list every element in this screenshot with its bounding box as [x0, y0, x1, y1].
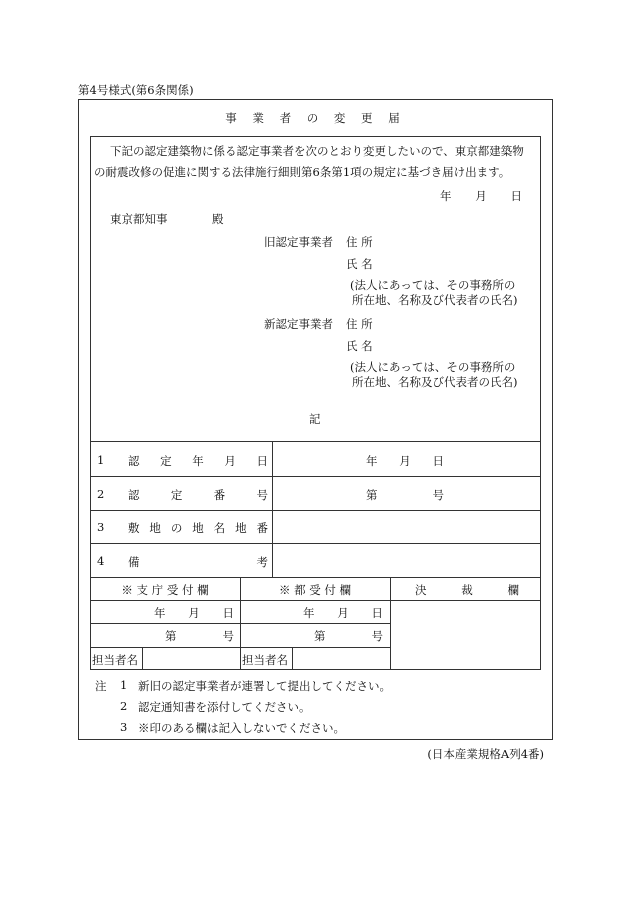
month-label: 月 — [399, 454, 411, 468]
old-operator-label: 旧認定事業者 — [264, 235, 333, 249]
row-4-label — [128, 554, 385, 570]
reception-line — [390, 577, 391, 670]
day-label: 日 — [510, 189, 522, 203]
row-4-number: 4 — [97, 554, 105, 568]
branch-reception-header: ※ 支 庁 受 付 欄 — [121, 583, 209, 597]
form-number-label: 第4号様式(第6条関係) — [78, 83, 194, 97]
branch-staff-label: 担当者名 — [92, 653, 138, 667]
row-3-label-text: 敷地の地名地番 — [128, 521, 278, 535]
year-label: 年 — [154, 606, 166, 620]
row-2-label-text: 認定番号 — [128, 488, 300, 502]
row-2-value — [366, 487, 444, 503]
go-label: 号 — [432, 488, 444, 502]
old-operator-address-label: 住 所 — [346, 235, 373, 249]
month-label: 月 — [337, 606, 349, 620]
table-line — [90, 577, 541, 578]
note-3-number: 3 — [120, 720, 128, 734]
table-line — [90, 441, 541, 442]
table-line — [90, 476, 541, 477]
reception-line — [142, 647, 143, 670]
dai-label: 第 — [366, 488, 378, 502]
decision-char-3: 欄 — [507, 583, 519, 597]
new-operator-address-label: 住 所 — [346, 317, 373, 331]
metro-staff-label: 担当者名 — [242, 653, 288, 667]
metro-reception-header: ※ 都 受 付 欄 — [278, 583, 352, 597]
row-1-label — [128, 453, 289, 469]
body-text-line-1: 下記の認定建築物に係る認定事業者を次のとおり変更したいので、東京都建築物 — [110, 144, 524, 158]
form-title: 事 業 者 の 変 更 届 — [225, 111, 406, 125]
month-label: 月 — [188, 606, 200, 620]
row-2-number: 2 — [97, 487, 105, 501]
dai-label: 第 — [314, 629, 326, 643]
reception-line — [90, 600, 541, 601]
branch-reception-number — [165, 628, 234, 644]
body-text-line-2: の耐震改修の促進に関する法律施行細則第6条第1項の規定に基づき届け出ます。 — [94, 165, 511, 179]
decision-char-2: 裁 — [461, 583, 473, 597]
notes-prefix: 注 — [95, 679, 107, 693]
new-operator-name-label: 氏 名 — [346, 339, 373, 353]
reception-line — [292, 647, 293, 670]
submission-date — [440, 188, 522, 204]
table-line — [90, 510, 541, 511]
year-label: 年 — [440, 189, 452, 203]
row-1-label-text: 認定年月日 — [128, 454, 289, 468]
year-label: 年 — [366, 454, 378, 468]
new-operator-note-line-2: 所在地、名称及び代表者の氏名) — [352, 375, 518, 389]
metro-reception-date — [303, 605, 383, 621]
row-1-value — [366, 453, 444, 469]
decision-header — [415, 582, 519, 598]
note-3-text: ※印のある欄は記入しないでください。 — [138, 721, 345, 735]
ki-marker: 記 — [309, 412, 321, 426]
note-2-text: 認定通知書を添付してください。 — [138, 700, 311, 714]
day-label: 日 — [222, 606, 234, 620]
honorific: 殿 — [212, 212, 224, 226]
note-1-text: 新旧の認定事業者が連署して提出してください。 — [138, 679, 391, 693]
decision-char-1: 決 — [415, 583, 427, 597]
new-operator-label: 新認定事業者 — [264, 317, 333, 331]
old-operator-note-line-2: 所在地、名称及び代表者の氏名) — [352, 293, 518, 307]
old-operator-note-line-1: (法人にあっては、その事務所の — [350, 278, 516, 292]
day-label: 日 — [432, 454, 444, 468]
paper-standard: (日本産業規格A列4番) — [427, 747, 544, 761]
metro-reception-number — [314, 628, 383, 644]
row-1-number: 1 — [97, 453, 105, 467]
old-operator-name-label: 氏 名 — [346, 257, 373, 271]
row-3-label — [128, 520, 278, 536]
day-label: 日 — [371, 606, 383, 620]
new-operator-note-line-1: (法人にあっては、その事務所の — [350, 360, 516, 374]
go-label: 号 — [222, 629, 234, 643]
branch-reception-date — [154, 605, 234, 621]
note-2-number: 2 — [120, 699, 128, 713]
addressee: 東京都知事 — [110, 212, 168, 226]
year-label: 年 — [303, 606, 315, 620]
note-1-number: 1 — [120, 678, 128, 692]
go-label: 号 — [371, 629, 383, 643]
row-4-label-text: 備考 — [128, 555, 385, 569]
dai-label: 第 — [165, 629, 177, 643]
row-3-number: 3 — [97, 520, 105, 534]
row-2-label — [128, 487, 299, 503]
month-label: 月 — [475, 189, 487, 203]
table-line — [90, 543, 541, 544]
